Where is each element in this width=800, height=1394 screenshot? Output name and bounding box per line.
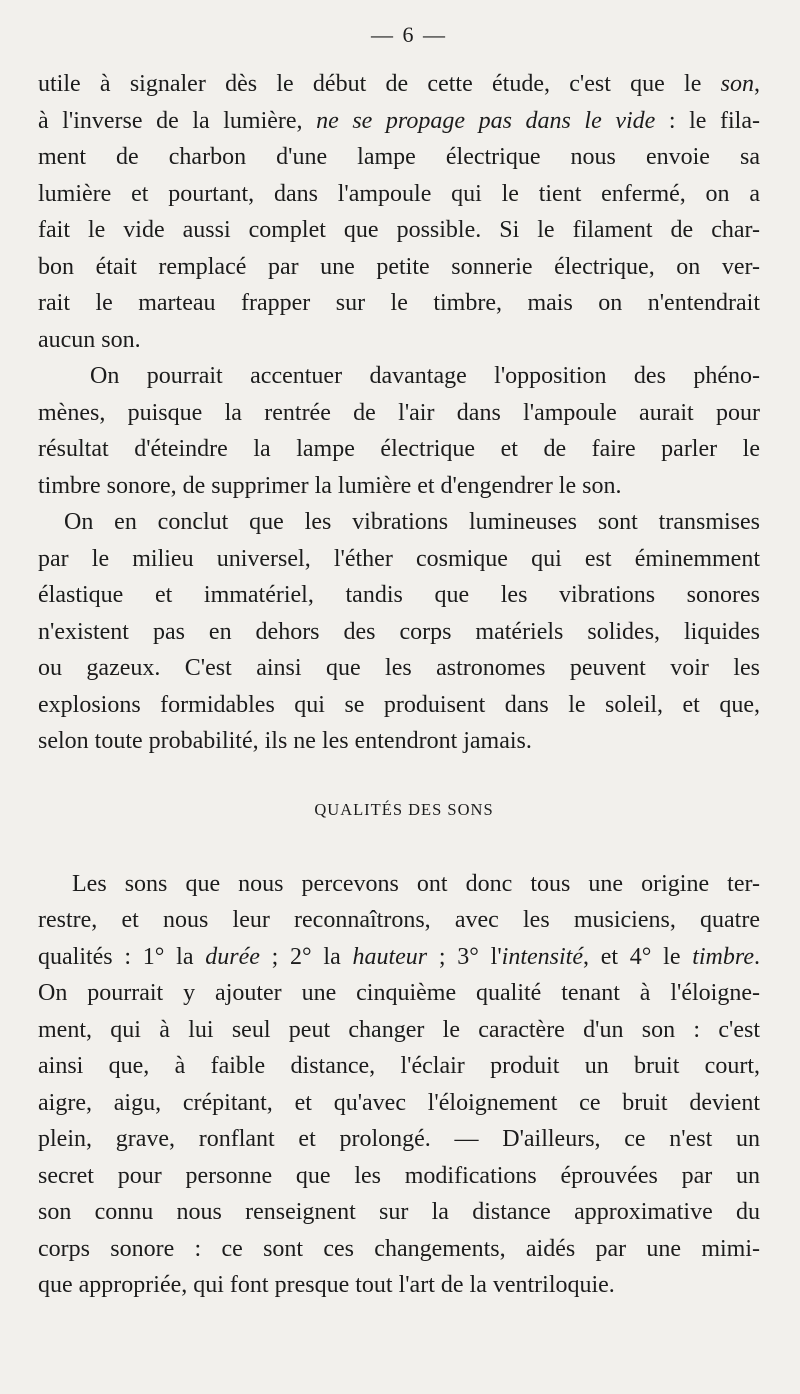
- text-line: ment, qui à lui seul peut changer le caractère d'un son : c'est: [38, 1016, 760, 1043]
- section-heading: QUALITÉS DES SONS: [314, 799, 494, 819]
- paragraph-conclusion: [38, 504, 760, 760]
- text-line: fait le vide aussi complet que possible. Si le filament de char-: [38, 217, 760, 243]
- text-line: On pourrait accentuer davantage l'opposition des phéno-: [90, 363, 760, 389]
- page-number: — 6 —: [371, 22, 447, 47]
- text-line: ainsi que, à faible distance, l'éclair produit un bruit court,: [38, 1053, 760, 1079]
- text-line: résultat d'éteindre la lampe électrique et de faire parler le: [38, 436, 760, 462]
- text-line: à l'inverse de la lumière, ne se propage pas dans le vide : le fila-: [38, 107, 760, 134]
- text-line: utile à signaler dès le début de cette étude, c'est que le son,: [38, 71, 760, 97]
- text-line: secret pour personne que les modifications éprouvées par un: [38, 1162, 760, 1189]
- text-line: restre, et nous leur reconnaîtrons, avec les musiciens, quatre: [38, 907, 760, 933]
- text-line: élastique et immatériel, tandis que les vibrations sonores: [38, 582, 760, 608]
- text-line: plein, grave, ronflant et prolongé. — D'ailleurs, ce n'est un: [38, 1126, 760, 1152]
- text-line: que appropriée, qui font presque tout l'art de la ventriloquie.: [38, 1272, 615, 1298]
- text-line: aigre, aigu, crépitant, et qu'avec l'éloignement ce bruit devient: [38, 1089, 760, 1116]
- text-line: qualités : 1° la durée ; 2° la hauteur ; 3° l'intensité, et 4° le timbre.: [38, 943, 760, 970]
- text-line: lumière et pourtant, dans l'ampoule qui le tient enfermé, on a: [38, 180, 760, 207]
- text-line: ou gazeux. C'est ainsi que les astronomes peuvent voir les: [38, 655, 760, 681]
- text-line: timbre sonore, de supprimer la lumière et d'engendrer le son.: [38, 472, 622, 499]
- text-line: aucun son.: [38, 326, 141, 353]
- text-line: rait le marteau frapper sur le timbre, mais on n'entendrait: [38, 290, 760, 316]
- text-line: selon toute probabilité, ils ne les entendront jamais.: [38, 728, 532, 754]
- text-line: explosions formidables qui se produisent dans le soleil, et que,: [38, 691, 760, 718]
- text-line: par le milieu universel, l'éther cosmique qui est éminemment: [38, 545, 760, 572]
- paragraph-sound-vacuum: [38, 66, 760, 358]
- paragraph-sound-qualities: [38, 866, 760, 1304]
- text-line: Les sons que nous percevons ont donc tous une origine ter-: [72, 870, 760, 897]
- text-line: mènes, puisque la rentrée de l'air dans l'ampoule aurait pour: [38, 399, 760, 426]
- text-line: On en conclut que les vibrations lumineuses sont transmises: [64, 509, 760, 535]
- text-line: On pourrait y ajouter une cinquième qualité tenant à l'éloigne-: [38, 980, 760, 1006]
- text-line: n'existent pas en dehors des corps matériels solides, liquides: [38, 618, 760, 645]
- text-line: son connu nous renseignent sur la distance approximative du: [38, 1199, 760, 1225]
- text-line: bon était remplacé par une petite sonnerie électrique, on ver-: [38, 253, 760, 280]
- paragraph-opposition: [38, 358, 760, 504]
- text-line: ment de charbon d'une lampe électrique nous envoie sa: [38, 144, 760, 170]
- text-line: corps sonore : ce sont ces changements, aidés par une mimi-: [38, 1235, 760, 1262]
